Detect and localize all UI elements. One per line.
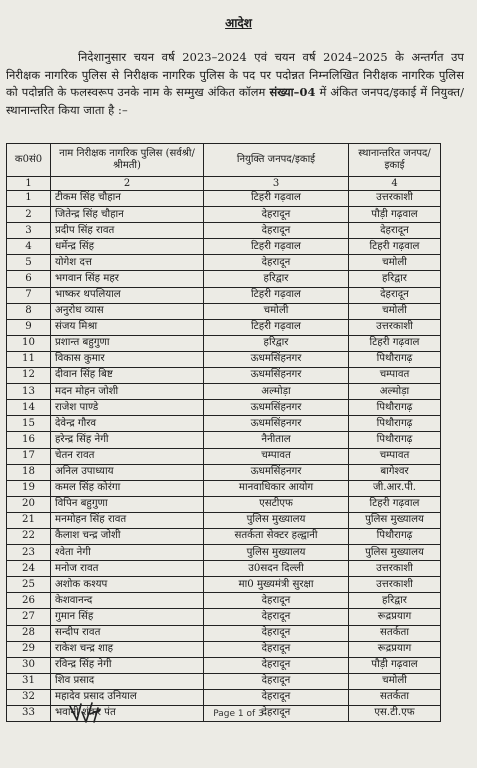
posting-cell: चमोली: [204, 303, 349, 319]
name-cell: प्रदीप सिंह रावत: [51, 223, 204, 239]
table-row: [7, 593, 441, 609]
table-row: [7, 512, 441, 528]
serial-cell: 3: [7, 223, 51, 239]
name-cell: राकेश चन्द्र शाह: [51, 641, 204, 657]
posting-cell: देहरादून: [204, 593, 349, 609]
header-serial: क0सं0: [7, 144, 51, 177]
serial-cell: 16: [7, 432, 51, 448]
intro-paragraph: [6, 49, 464, 119]
name-cell: रविन्द्र सिंह नेगी: [51, 657, 204, 673]
posting-cell: देहरादून: [204, 223, 349, 239]
name-cell: दीवान सिंह बिष्ट: [51, 368, 204, 384]
table-row: [7, 255, 441, 271]
table-row: [7, 303, 441, 319]
name-cell: धर्मेन्द्र सिंह: [51, 239, 204, 255]
serial-cell: 9: [7, 319, 51, 335]
posting-cell: अल्मोड़ा: [204, 384, 349, 400]
intro-text-end: में अंकित जनपद/इकाई में नियुक्त/स्थानान्तरित किया जाता है :–: [6, 85, 465, 117]
serial-cell: 28: [7, 625, 51, 641]
column-number: 3: [204, 177, 349, 191]
serial-cell: 18: [7, 464, 51, 480]
transfer-cell: टिहरी गढ़वाल: [349, 496, 441, 512]
transfer-cell: एस.टी.एफ: [349, 706, 441, 722]
posting-cell: ऊधमसिंहनगर: [204, 416, 349, 432]
table-row: [7, 673, 441, 689]
posting-cell: देहरादून: [204, 609, 349, 625]
table-row: [7, 319, 441, 335]
serial-cell: 10: [7, 335, 51, 351]
table-row: [7, 448, 441, 464]
table-row: [7, 625, 441, 641]
posting-cell: टिहरी गढ़वाल: [204, 287, 349, 303]
name-cell: अनिल उपाध्याय: [51, 464, 204, 480]
name-cell: हरेन्द्र सिंह नेगी: [51, 432, 204, 448]
posting-cell: पुलिस मुख्यालय: [204, 512, 349, 528]
table-row: [7, 191, 441, 207]
transfer-cell: टिहरी गढ़वाल: [349, 335, 441, 351]
transfer-cell: चमोली: [349, 255, 441, 271]
serial-cell: 1: [7, 191, 51, 207]
serial-cell: 30: [7, 657, 51, 673]
table-row: [7, 207, 441, 223]
posting-cell: चम्पावत: [204, 448, 349, 464]
name-cell: महादेव प्रसाद उनियाल: [51, 689, 204, 705]
serial-cell: 13: [7, 384, 51, 400]
posting-cell: ऊधमसिंहनगर: [204, 464, 349, 480]
transfer-cell: पिथौरागढ़: [349, 432, 441, 448]
serial-cell: 19: [7, 480, 51, 496]
posting-cell: देहरादून: [204, 207, 349, 223]
posting-cell: एसटीएफ: [204, 496, 349, 512]
posting-cell: पुलिस मुख्यालय: [204, 545, 349, 561]
table-row: [7, 641, 441, 657]
table-row: [7, 577, 441, 593]
name-cell: जितेन्द्र सिंह चौहान: [51, 207, 204, 223]
name-cell: विकास कुमार: [51, 351, 204, 367]
name-cell: मदन मोहन जोशी: [51, 384, 204, 400]
transfer-cell: देहरादून: [349, 223, 441, 239]
transfer-cell: सतर्कता: [349, 625, 441, 641]
transfer-cell: पौड़ी गढ़वाल: [349, 657, 441, 673]
name-cell: संजय मिश्रा: [51, 319, 204, 335]
name-cell: योगेश दत्त: [51, 255, 204, 271]
posting-cell: देहरादून: [204, 657, 349, 673]
name-cell: मनोज रावत: [51, 561, 204, 577]
transfer-cell: जी.आर.पी.: [349, 480, 441, 496]
serial-cell: 15: [7, 416, 51, 432]
serial-cell: 33: [7, 706, 51, 722]
serial-cell: 6: [7, 271, 51, 287]
transfer-cell: अल्मोड़ा: [349, 384, 441, 400]
transfer-cell: उत्तरकाशी: [349, 319, 441, 335]
name-cell: मनमोहन सिंह रावत: [51, 512, 204, 528]
serial-cell: 29: [7, 641, 51, 657]
serial-cell: 20: [7, 496, 51, 512]
transfer-cell: बागेश्वर: [349, 464, 441, 480]
intro-text-start: निदेशानुसार चयन वर्ष 2023–2024 एवं चयन वर्ष 2024–2025 के अन्तर्गत उप निरीक्षक नागरिक पुलिस से निरीक्षक नागरिक पुलिस के पद पर पदोन्नत निम्नलिखित निरीक्षक नागरिक पुलिस को पदोन्नति के फलस्वरूप उनके नाम के सम्मुख अंकित कॉलम: [6, 50, 464, 100]
posting-cell: देहरादून: [204, 706, 349, 722]
posting-cell: मा0 मुख्यमंत्री सुरक्षा: [204, 577, 349, 593]
name-cell: केशवानन्द: [51, 593, 204, 609]
serial-cell: 22: [7, 528, 51, 544]
posting-cell: देहरादून: [204, 625, 349, 641]
serial-cell: 21: [7, 512, 51, 528]
transfer-cell: चम्पावत: [349, 368, 441, 384]
name-cell: शिव प्रसाद: [51, 673, 204, 689]
column-number: 1: [7, 177, 51, 191]
posting-cell: देहरादून: [204, 673, 349, 689]
name-cell: सन्दीप रावत: [51, 625, 204, 641]
transfer-cell: पिथौरागढ़: [349, 400, 441, 416]
name-cell: विपिन बहुगुणा: [51, 496, 204, 512]
posting-cell: टिहरी गढ़वाल: [204, 239, 349, 255]
name-cell: गुमान सिंह: [51, 609, 204, 625]
transfer-cell: उत्तरकाशी: [349, 561, 441, 577]
table-row: [7, 464, 441, 480]
posting-cell: टिहरी गढ़वाल: [204, 319, 349, 335]
serial-cell: 12: [7, 368, 51, 384]
table-row: [7, 609, 441, 625]
serial-cell: 23: [7, 545, 51, 561]
transfer-cell: उत्तरकाशी: [349, 577, 441, 593]
table-row: [7, 335, 441, 351]
posting-cell: देहरादून: [204, 641, 349, 657]
table-row: [7, 287, 441, 303]
transfer-cell: चम्पावत: [349, 448, 441, 464]
transfer-cell: पिथौरागढ़: [349, 528, 441, 544]
table-row: [7, 416, 441, 432]
transfer-cell: पुलिस मुख्यालय: [349, 545, 441, 561]
posting-cell: देहरादून: [204, 255, 349, 271]
table-row: [7, 400, 441, 416]
name-cell: श्वेता नेगी: [51, 545, 204, 561]
serial-cell: 26: [7, 593, 51, 609]
serial-cell: 25: [7, 577, 51, 593]
table-body: [7, 191, 441, 722]
column-number: 4: [349, 177, 441, 191]
table-row: [7, 496, 441, 512]
transfer-cell: पिथौरागढ़: [349, 416, 441, 432]
posting-cell: उ0सदन दिल्ली: [204, 561, 349, 577]
posting-cell: नैनीताल: [204, 432, 349, 448]
name-cell: भगवान सिंह महर: [51, 271, 204, 287]
posting-cell: टिहरी गढ़वाल: [204, 191, 349, 207]
table-row: [7, 545, 441, 561]
header-posting: नियुक्ति जनपद/इकाई: [204, 144, 349, 177]
name-cell: टीकम सिंह चौहान: [51, 191, 204, 207]
page-number: Page 1 of 3: [213, 709, 264, 719]
transfer-cell: चमोली: [349, 303, 441, 319]
posting-cell: ऊधमसिंहनगर: [204, 400, 349, 416]
intro-column-reference: संख्या–04: [269, 85, 316, 100]
header-name: नाम निरीक्षक नागरिक पुलिस (सर्वश्री/श्रीमती): [51, 144, 204, 177]
posting-cell: सतर्कता सेक्टर हल्द्वानी: [204, 528, 349, 544]
column-number: 2: [51, 177, 204, 191]
transfer-cell: पिथौरागढ़: [349, 351, 441, 367]
table-row: [7, 384, 441, 400]
transfer-cell: हरिद्वार: [349, 593, 441, 609]
table-row: [7, 657, 441, 673]
serial-cell: 7: [7, 287, 51, 303]
transfer-cell: रूद्रप्रयाग: [349, 641, 441, 657]
table-row: [7, 432, 441, 448]
table-row: [7, 351, 441, 367]
name-cell: अशोक कश्यप: [51, 577, 204, 593]
serial-cell: 11: [7, 351, 51, 367]
serial-cell: 31: [7, 673, 51, 689]
table-row: [7, 528, 441, 544]
serial-cell: 14: [7, 400, 51, 416]
table-row: [7, 368, 441, 384]
transfer-cell: टिहरी गढ़वाल: [349, 239, 441, 255]
serial-cell: 5: [7, 255, 51, 271]
name-cell: राजेश पाण्डे: [51, 400, 204, 416]
serial-cell: 24: [7, 561, 51, 577]
serial-cell: 4: [7, 239, 51, 255]
transfer-cell: चमोली: [349, 673, 441, 689]
table-row: [7, 239, 441, 255]
serial-cell: 17: [7, 448, 51, 464]
name-cell: देवेन्द्र गौरव: [51, 416, 204, 432]
transfer-cell: हरिद्वार: [349, 271, 441, 287]
transfer-cell: देहरादून: [349, 287, 441, 303]
transfer-cell: पौड़ी गढ़वाल: [349, 207, 441, 223]
name-cell: भाष्कर थपलियाल: [51, 287, 204, 303]
posting-cell: हरिद्वार: [204, 335, 349, 351]
name-cell: भवानी शंकर पंत: [51, 706, 204, 722]
transfer-cell: उत्तरकाशी: [349, 191, 441, 207]
posting-table: [6, 143, 441, 722]
table-row: [7, 271, 441, 287]
serial-cell: 27: [7, 609, 51, 625]
transfer-cell: सतर्कता: [349, 689, 441, 705]
name-cell: अनुरोध व्यास: [51, 303, 204, 319]
posting-cell: मानवाधिकार आयोग: [204, 480, 349, 496]
name-cell: कमल सिंह कोरंगा: [51, 480, 204, 496]
header-transfer: स्थानान्तरित जनपद/इकाई: [349, 144, 441, 177]
posting-cell: हरिद्वार: [204, 271, 349, 287]
posting-cell: ऊधमसिंहनगर: [204, 351, 349, 367]
serial-cell: 32: [7, 689, 51, 705]
transfer-cell: रूद्रप्रयाग: [349, 609, 441, 625]
table-row: [7, 223, 441, 239]
table-row: [7, 480, 441, 496]
name-cell: चेतन रावत: [51, 448, 204, 464]
table-header-row: [7, 144, 441, 177]
name-cell: कैलाश चन्द्र जोशी: [51, 528, 204, 544]
table-row: [7, 561, 441, 577]
serial-cell: 2: [7, 207, 51, 223]
document-title: आदेश: [225, 16, 252, 30]
name-cell: प्रशान्त बहुगुणा: [51, 335, 204, 351]
column-number-row: [7, 177, 441, 191]
serial-cell: 8: [7, 303, 51, 319]
posting-cell: ऊधमसिंहनगर: [204, 368, 349, 384]
transfer-cell: पुलिस मुख्यालय: [349, 512, 441, 528]
posting-cell: देहरादून: [204, 689, 349, 705]
